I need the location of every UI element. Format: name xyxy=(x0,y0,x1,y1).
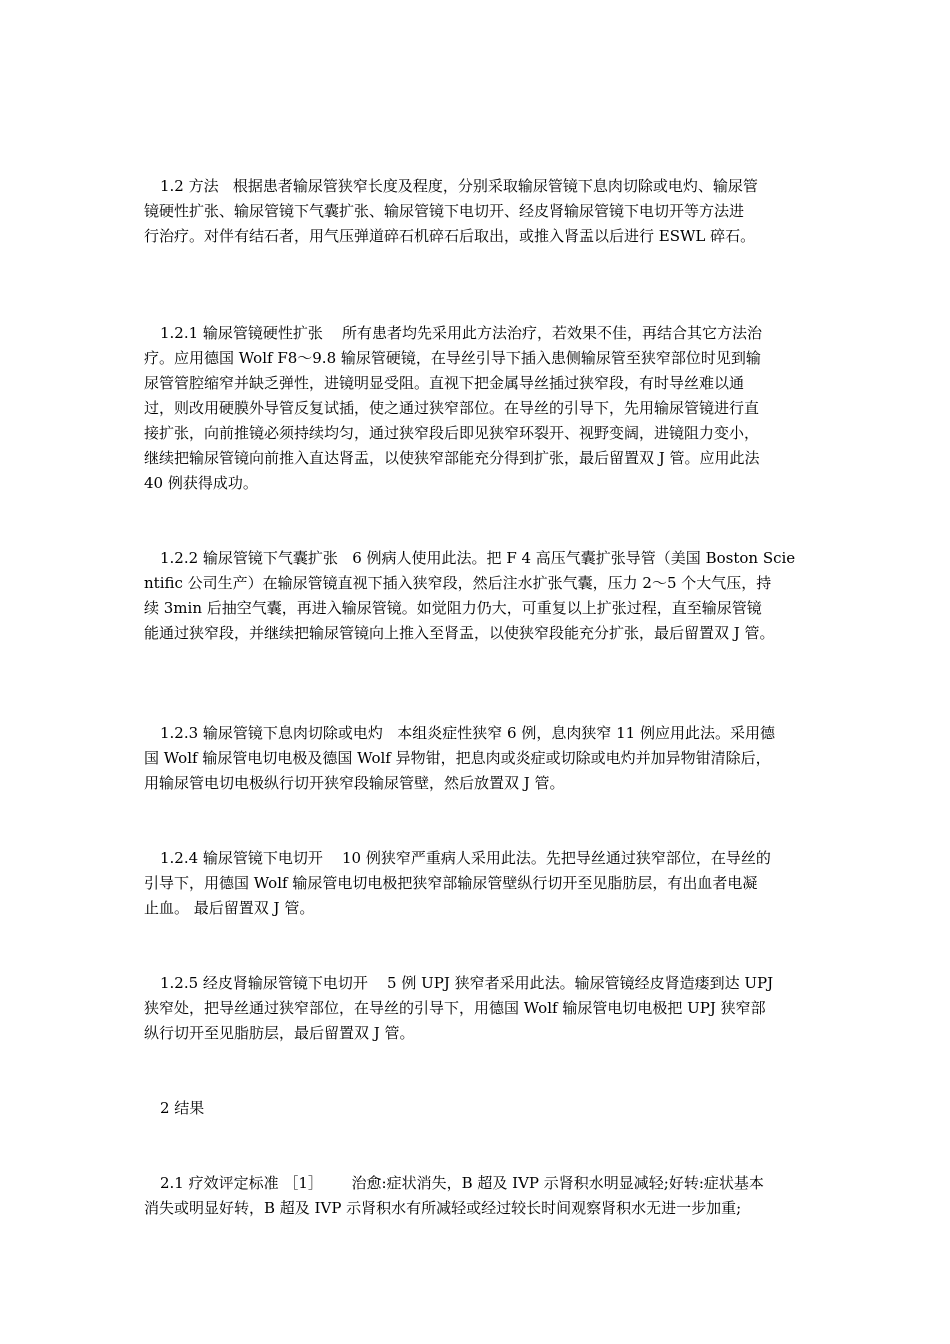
paragraph-percutaneous-incision xyxy=(144,971,820,1046)
paragraph-polyp-resection xyxy=(144,721,820,796)
paragraph-balloon-dilation xyxy=(144,546,820,646)
text-line: 1.2 方法 根据患者输尿管狭窄长度及程度，分别采取输尿管镜下息肉切除或电灼、输尿管 xyxy=(160,177,758,195)
text-line: 1.2.1 输尿管镜硬性扩张 所有患者均先采用此方法治疗，若效果不佳，再结合其它方法治 xyxy=(160,324,763,342)
heading-text: 2 结果 xyxy=(160,1099,205,1117)
paragraph-methods xyxy=(144,174,820,249)
text-line: 40 例获得成功。 xyxy=(144,474,258,492)
text-line: 续 3min 后抽空气囊，再进入输尿管镜。如觉阻力仍大，可重复以上扩张过程，直至输尿管镜 xyxy=(144,599,762,617)
text-line: 2.1 疗效评定标准 ［1］ 治愈:症状消失，B 超及 IVP 示肾积水明显减轻;好转:症状基本 xyxy=(160,1174,764,1192)
text-line: 纵行切开至见脂肪层，最后留置双 J 管。 xyxy=(144,1024,415,1042)
paragraph-ureteroscopic-incision xyxy=(144,846,820,921)
paragraph-efficacy-criteria xyxy=(144,1171,820,1221)
text-line: 1.2.5 经皮肾输尿管镜下电切开 5 例 UPJ 狭窄者采用此法。输尿管镜经皮肾造瘘到达 UPJ xyxy=(160,974,774,992)
text-line: 过，则改用硬膜外导管反复试插，使之通过狭窄部位。在导丝的引导下，先用输尿管镜进行直 xyxy=(144,399,760,417)
text-line: 1.2.3 输尿管镜下息肉切除或电灼 本组炎症性狭窄 6 例，息肉狭窄 11 例应用此法。采用德 xyxy=(160,724,775,742)
text-line: 止血。 最后留置双 J 管。 xyxy=(144,899,315,917)
text-line: 镜硬性扩张、输尿管镜下气囊扩张、输尿管镜下电切开、经皮肾输尿管镜下电切开等方法进 xyxy=(144,202,745,220)
text-line: 引导下，用德国 Wolf 输尿管电切电极把狭窄部输尿管壁纵行切开至见脂肪层，有出血者电凝 xyxy=(144,874,758,892)
paragraph-rigid-dilation xyxy=(144,321,820,496)
text-line: 继续把输尿管镜向前推入直达肾盂，以使狭窄部能充分得到扩张，最后留置双 J 管。应用此法 xyxy=(144,449,760,467)
text-line: 用输尿管电切电极纵行切开狭窄段输尿管壁，然后放置双 J 管。 xyxy=(144,774,565,792)
text-line: 1.2.4 输尿管镜下电切开 10 例狭窄严重病人采用此法。先把导丝通过狭窄部位，在导丝的 xyxy=(160,849,771,867)
text-line: 1.2.2 输尿管镜下气囊扩张 6 例病人使用此法。把 F 4 高压气囊扩张导管（美国 Boston Scie xyxy=(160,549,796,567)
text-line: 行治疗。对伴有结石者，用气压弹道碎石机碎石后取出，或推入肾盂以后进行 ESWL 碎石。 xyxy=(144,227,756,245)
text-line: 能通过狭窄段，并继续把输尿管镜向上推入至肾盂，以使狭窄段能充分扩张，最后留置双 J 管。 xyxy=(144,624,775,642)
section-heading-results xyxy=(144,1096,820,1121)
text-line: 接扩张，向前推镜必须持续均匀，通过狭窄段后即见狭窄环裂开、视野变阔，进镜阻力变小， xyxy=(144,424,760,442)
text-line: 国 Wolf 输尿管电切电极及德国 Wolf 异物钳，把息肉或炎症或切除或电灼并加异物钳清除后， xyxy=(144,749,771,767)
text-line: 疗。应用德国 Wolf F8～9.8 输尿管硬镜，在导丝引导下插入患侧输尿管至狭窄部位时见到输 xyxy=(144,349,761,367)
text-line: ntific 公司生产）在输尿管镜直视下插入狭窄段，然后注水扩张气囊，压力 2～5 个大气压，持 xyxy=(144,574,772,592)
text-line: 消失或明显好转，B 超及 IVP 示肾积水有所减轻或经过较长时间观察肾积水无进一步加重; xyxy=(144,1199,742,1217)
text-line: 尿管管腔缩窄并缺乏弹性，进镜明显受阻。直视下把金属导丝插过狭窄段，有时导丝难以通 xyxy=(144,374,745,392)
text-line: 狭窄处，把导丝通过狭窄部位，在导丝的引导下，用德国 Wolf 输尿管电切电极把 UPJ 狭窄部 xyxy=(144,999,766,1017)
